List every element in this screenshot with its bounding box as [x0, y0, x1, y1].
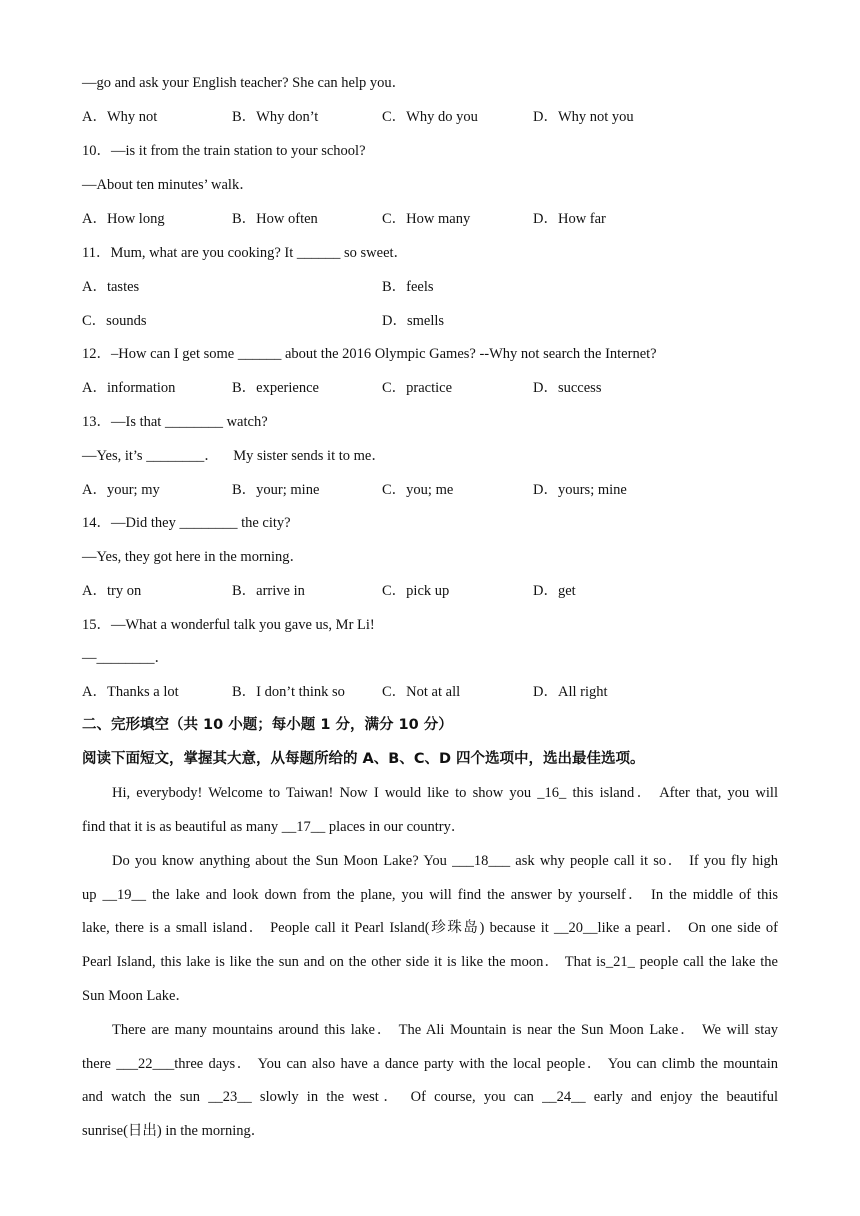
q10-option-b: B．How often	[232, 211, 318, 227]
passage-p2-line-4: Pearl Island, this lake is like the sun and on the other side it is like the moon． That is_21_ people call the lake the	[82, 954, 778, 970]
q10-option-a: A．How long	[82, 211, 165, 227]
q10-option-c: C．How many	[382, 211, 471, 227]
q11-option-d: D．smells	[382, 313, 445, 329]
passage-p1-line-2: find that it is as beautiful as many __17__ places in our country．	[82, 819, 466, 835]
q14-option-d: D．get	[533, 583, 576, 599]
passage-p1-line-1: Hi, everybody! Welcome to Taiwan! Now I would like to show you _16_ this island． After that, you will	[112, 785, 778, 801]
q12-option-a: A．information	[82, 380, 176, 396]
passage-p3-line-4: sunrise(日出) in the morning．	[82, 1123, 266, 1139]
q12-option-b: B．experience	[232, 380, 319, 396]
q14-option-c: C．pick up	[382, 583, 450, 599]
q15-stem: 15．—What a wonderful talk you gave us, Mr Li!	[82, 617, 375, 633]
q12-stem: 12．–How can I get some ______ about the 2016 Olympic Games? --Why not search the Internet?	[82, 346, 657, 362]
passage-p3-line-3: and watch the sun __23__ slowly in the west． Of course, you can __24__ early and enjoy the beautiful	[82, 1089, 778, 1105]
q15-option-b: B．I don’t think so	[232, 684, 345, 700]
q9-option-a: A．Why not	[82, 109, 158, 125]
q15-continuation: —________．	[82, 650, 169, 666]
q15-option-c: C．Not at all	[382, 684, 461, 700]
passage-p2-line-1: Do you know anything about the Sun Moon Lake? You ___18___ ask why people call it so． If you fly high	[112, 853, 778, 869]
q9-option-b: B．Why don’t	[232, 109, 319, 125]
section-heading: 二、完形填空（共 10 小题；每小题 1 分，满分 10 分）	[82, 717, 453, 733]
q9-option-d: D．Why not you	[533, 109, 634, 125]
q13-option-c: C．you; me	[382, 482, 454, 498]
q13-stem: 13．—Is that ________ watch?	[82, 414, 268, 430]
passage-p2-line-5: Sun Moon Lake．	[82, 988, 190, 1004]
q13-option-a: A．your; my	[82, 482, 160, 498]
q11-stem: 11．Mum, what are you cooking? It ______ so sweet．	[82, 245, 409, 261]
q11-option-b: B．feels	[382, 279, 434, 295]
q12-option-d: D．success	[533, 380, 602, 396]
passage-p2-line-3: lake, there is a small island． People call it Pearl Island(珍珠岛) because it __20__like a pearl． On one side of	[82, 920, 778, 936]
q14-continuation: —Yes, they got here in the morning．	[82, 549, 305, 565]
q12-option-c: C．practice	[382, 380, 453, 396]
q14-option-b: B．arrive in	[232, 583, 305, 599]
q15-option-d: D．All right	[533, 684, 608, 700]
q10-stem: 10．—is it from the train station to your school?	[82, 143, 366, 159]
q13-continuation: —Yes, it’s ________． My sister sends it to me．	[82, 448, 386, 464]
q14-stem: 14．—Did they ________ the city?	[82, 515, 291, 531]
q11-option-c: C．sounds	[82, 313, 147, 329]
section-instruction: 阅读下面短文，掌握其大意，从每题所给的 A、B、C、D 四个选项中，选出最佳选项。	[82, 751, 645, 767]
passage-p3-line-1: There are many mountains around this lake． The Ali Mountain is near the Sun Moon Lake． We will stay	[112, 1022, 778, 1038]
q10-option-d: D．How far	[533, 211, 606, 227]
q13-option-d: D．yours; mine	[533, 482, 627, 498]
passage-p2-line-2: up __19__ the lake and look down from the plane, you will find the answer by yourself． In the middle of this	[82, 887, 778, 903]
q13-option-b: B．your; mine	[232, 482, 320, 498]
q15-option-a: A．Thanks a lot	[82, 684, 179, 700]
q14-option-a: A．try on	[82, 583, 142, 599]
q10-continuation: —About ten minutes’ walk．	[82, 177, 254, 193]
q11-option-a: A．tastes	[82, 279, 140, 295]
q9-continuation: —go and ask your English teacher? She can help you．	[82, 75, 407, 91]
passage-p3-line-2: there ___22___three days． You can also have a dance party with the local people． You can climb the mountain	[82, 1056, 778, 1072]
q9-option-c: C．Why do you	[382, 109, 478, 125]
